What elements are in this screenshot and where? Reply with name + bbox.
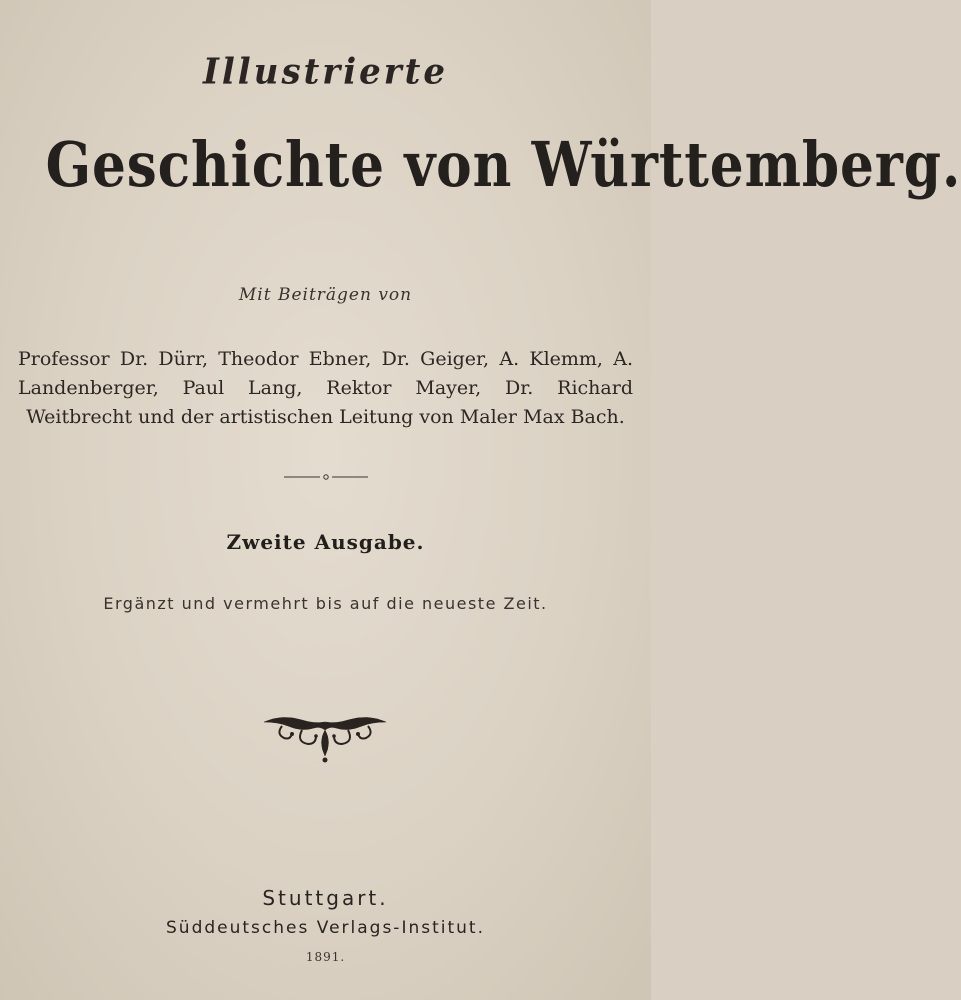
imprint-city: Stuttgart. bbox=[262, 886, 389, 910]
edition-label: Zweite Ausgabe. bbox=[226, 530, 425, 554]
divider-rule-icon bbox=[284, 474, 368, 480]
contributors-intro: Mit Beiträgen von bbox=[238, 285, 413, 305]
imprint-publisher: Süddeutsches Verlags-Institut. bbox=[166, 918, 485, 938]
book-title: Geschichte von Württemberg. bbox=[45, 128, 961, 201]
floral-ornament-icon bbox=[262, 712, 388, 764]
title-line-1: Illustrierte bbox=[202, 51, 448, 93]
edition-note: Ergänzt und vermehrt bis auf die neueste Zeit. bbox=[103, 594, 548, 613]
contributors-list: Professor Dr. Dürr, Theodor Ebner, Dr. Geiger, A. Klemm, A. Landenberger, Paul Lang, Rektor Mayer, Dr. Richard Weitbrecht und der artistischen Leitung von Maler Max Bach. bbox=[18, 348, 633, 428]
imprint-year: 1891. bbox=[305, 950, 346, 964]
